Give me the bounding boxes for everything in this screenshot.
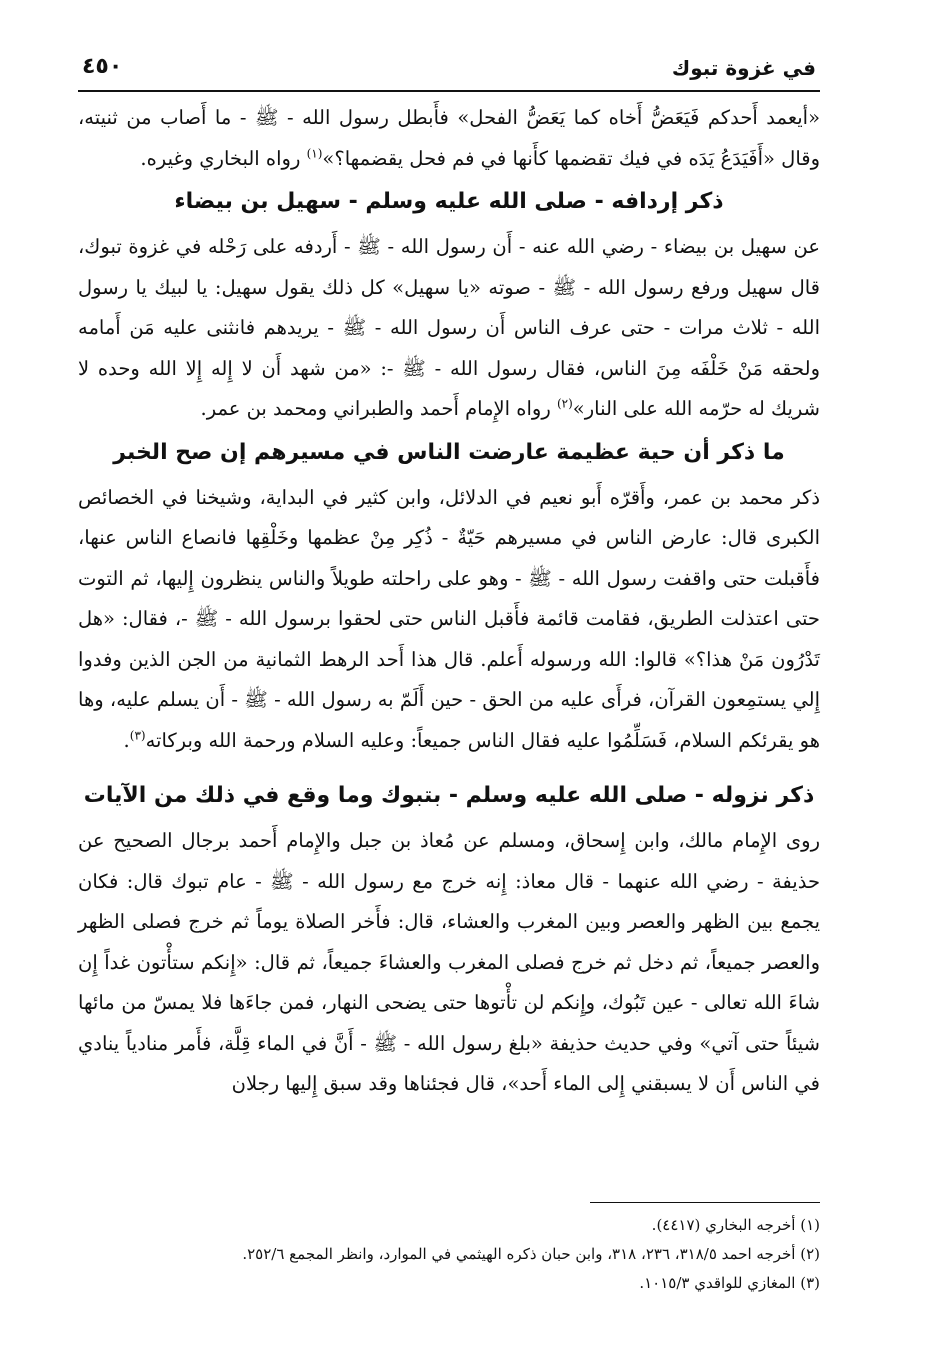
book-page <box>78 52 820 1292</box>
page-header <box>78 52 820 86</box>
footnote-ref-1: (١) <box>306 146 323 160</box>
paragraph-1-tail: رواه البخاري وغيره. <box>140 146 307 170</box>
footnote-2: (٢) أخرجه احمد ٣١٨/٥، ٢٣٦، ٣١٨، وابن حبان ذكره الهيثمي في الموارد، وانظر المجمع ٢٥٢/٦. <box>242 1245 820 1263</box>
section-heading-1: ذكر إردافه - صلى الله عليه وسلم - سهيل بن بيضاء <box>174 189 724 214</box>
paragraph-2-text: عن سهيل بن بيضاء - رضي الله عنه - أَن رسول الله - ﷺ - أَردفه على رَحْله في غزوة تبوك، قال سهيل ورفع رسول الله - ﷺ - صوته «يا سهيل» كل ذلك يقول سهيل: يا لبيك يا رسول الله - ثلاث مرات - حتى عرف الناس أَن رسول الله - ﷺ - يريدهم فانثنى عليه مَن أَمامه ولحقه مَنْ خَلْفَه مِنَ الناس، فقال رسول الله - ﷺ -: «من شهد أَن لا إِله إِلا الله وحده لا شريك له حرّمه الله على النار» <box>78 235 820 420</box>
paragraph-3 <box>78 478 820 762</box>
footnote-rule <box>590 1202 820 1203</box>
section-heading-3: ذكر نزوله - صلى الله عليه وسلم - بتبوك وما وقع في ذلك من الآيات <box>83 783 815 808</box>
paragraph-3-tail: . <box>123 728 130 752</box>
footnotes <box>78 1202 820 1298</box>
section-heading-2: ما ذكر أن حية عظيمة عارضت الناس في مسيرهم إن صح الخبر <box>113 439 785 465</box>
paragraph-1-text: «أيعمد أَحدكم فَيَعَضُّ أَخاه كما يَعَضُّ الفحل» فأَبطل رسول الله - ﷺ - ما أَصاب من ثنيته، وقال «أَفَيَدَعُ يَدَه في فيك تقضمها كأَنها في فم فحل يقضمها؟» <box>78 106 820 170</box>
footnote-ref-2: (٢) <box>556 396 573 411</box>
footnote-1: (١) أخرجه البخاري (٤٤١٧). <box>651 1216 820 1234</box>
paragraph-2-tail: رواه الإِمام أَحمد والطبراني ومحمد بن عمر. <box>200 397 557 420</box>
running-title: في غزوة تبوك <box>671 56 816 80</box>
header-rule <box>78 90 820 92</box>
footnote-3: (٣) المغازي للواقدي ١٠١٥/٣. <box>639 1274 820 1292</box>
paragraph-4: روى الإِمام مالك، وابن إِسحاق، ومسلم عن مُعاذ بن جبل والإِمام أَحمد برجال الصحيح عن حذيفة - رضي الله عنهما - قال معاذ: إِنه خرج مع رسول الله - ﷺ - عام تبوك قال: فكان يجمع بين الظهر والعصر وبين المغرب والعشاء، قال: فأَخر الصلاة يوماً ثم خرج فصلى الظهر والعصر جميعاً، ثم دخل ثم خرج فصلى المغرب والعشاءَ جميعاً، ثم قال: «إِنكم ستأْتون غداً إِن شاءَ الله تعالى - عين تَبُوك، وإِنكم لن تأْتوها حتى يضحى النهار، فمن جاءَها فلا يمسّ من مائها شيئاً حتى آتي» وفي حديث حذيفة «بلغ رسول الله - ﷺ - أَنَّ في الماء قِلَّة، فأَمر منادياً ينادي في الناس أَن لا يسبقني إِلى الماء أَحد»، قال فجئناها وقد سبق إِليها رجلان <box>78 829 820 1095</box>
footnote-ref-3: (٣) <box>129 728 146 742</box>
paragraph-3-text: ذكر محمد بن عمر، وأَقرّه أَبو نعيم في الدلائل، وابن كثير في البداية، وشيخنا في الخصائص الكبرى قال: عارض الناس في مسيرهم حَيّةٌ - ذُكِر مِنْ عظمها وخَلْقِها فانصاع الناس عنها، فأَقبلت حتى واقفت رسول الله - ﷺ - وهو على راحلته طويلاً والناس ينظرون إِليها، ثم التوت حتى اعتذلت الطريق، فقامت قائمة فأَقبل الناس حتى لحقوا برسول الله - ﷺ -، فقال: «هل تَدْرُون مَنْ هذا؟» قالوا: الله ورسوله أَعلم. قال هذا أَحد الرهط الثمانية من الجن الذين وفدوا إِلي يستمِعون القرآن، فرأَى عليه من الحق - حين أَلَمّ به رسول الله - ﷺ - أَن يسلم عليه، وها هو يقرئكم السلام، فَسَلِّمُوا عليه فقال الناس جميعاً: وعليه السلام ورحمة الله وبركاته <box>78 485 820 752</box>
paragraph-1 <box>78 98 820 179</box>
paragraph-2 <box>78 227 820 430</box>
page-body <box>78 86 820 1105</box>
page-number: ٤٥٠ <box>82 54 123 79</box>
